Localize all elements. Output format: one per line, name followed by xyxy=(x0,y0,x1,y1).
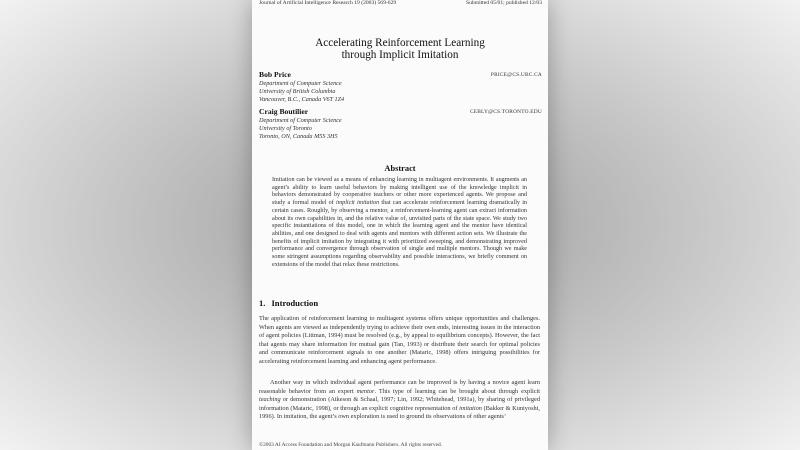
author-affiliation-line: Toronto, ON, Canada M5S 3H5 xyxy=(259,133,338,140)
author-affiliation-line: Department of Computer Science xyxy=(259,80,342,87)
section-heading xyxy=(259,298,318,308)
author-name: Bob Price xyxy=(259,70,291,79)
body-paragraph xyxy=(259,379,540,422)
paragraph-emphasis: mentor xyxy=(356,387,375,395)
abstract-body xyxy=(272,177,527,269)
abstract-text: that can accelerate reinforcement learning dramatically in certain cases. Roughly, by observing a mentor, a reinforcement-learning agent can extract information about its own capabilities in, and the relative value of, unvisited parts of the state space. We study two specific instantiations of this model, one in which the learning agent and the mentor have identical abilities, and one designed to deal with agents and mentors with different action sets. We illustrate the benefits of implicit imitation by integrating it with prioritized sweeping, and demonstrating improved performance and convergence through observation of single and multiple mentors. Though we make some stringent assumptions regarding observability and possible interactions, we briefly comment on extensions of the model that relax these restrictions. xyxy=(272,200,527,268)
author-email: CEBLY@CS.TORONTO.EDU xyxy=(469,109,542,115)
body-paragraph: The application of reinforcement learning to multiagent systems offers unique opportunities and challenges. When agents are viewed as independently trying to achieve their own ends, interesting issues in the interaction of agent policies (Littman, 1994) must be resolved (e.g., by appeal to equilibrium concepts). However, the fact that agents may share information for mutual gain (Tan, 1993) or distribute their search for optimal policies and communicate reinforcement signals to one another (Mataric, 1998) offers intriguing possibilities for accelerating reinforcement learning and enhancing agent performance. xyxy=(259,315,540,365)
author-affiliation-line: University of Toronto xyxy=(259,125,312,132)
author-affiliation-line: Vancouver, B.C., Canada V6T 1Z4 xyxy=(259,96,345,103)
author-affiliation-line: Department of Computer Science xyxy=(259,117,342,124)
paper-page xyxy=(252,0,548,450)
author-email: PRICE@CS.UBC.CA xyxy=(490,72,542,78)
paper-title-line-1: Accelerating Reinforcement Learning xyxy=(315,37,485,49)
paragraph-text: (Bakker & Kuniyoshi, 1996). In imitation, the agent’s own exploration is used to ground its observations of other agents’ xyxy=(259,404,540,420)
paragraph-emphasis: imitation xyxy=(459,404,482,412)
copyright-footer: ©2003 AI Access Foundation and Morgan Kaufmann Publishers. All rights reserved. xyxy=(259,442,443,448)
section-number: 1. xyxy=(259,298,266,308)
abstract-text: Imitation can be viewed as a means of enhancing learning in multiagent environments. It augments an agent’s ability to learn useful behaviors by making intelligent use of the knowledge implicit in behaviors demonstrated by cooperative teachers or other more experienced agents. We propose and study a formal model of xyxy=(272,177,527,207)
section-title: Introduction xyxy=(271,298,319,308)
abstract-heading: Abstract xyxy=(384,164,416,173)
paragraph-text: Another way in which individual agent performance can be improved is by having a novice agent learn reasonable behavior from an expert xyxy=(259,379,540,395)
paragraph-emphasis: teaching xyxy=(259,396,281,403)
paragraph-text: . This type of learning can be brought about through explicit xyxy=(374,387,540,395)
paragraph-text: or demonstration (Atkeson & Schaal, 1997; Lin, 1992; Whitehead, 1991a), by sharing of privileged information (Mataric, 1998), or through an explicit cognitive representation of xyxy=(259,396,540,412)
paper-title-line-2: through Implicit Imitation xyxy=(341,49,459,61)
author-name: Craig Boutilier xyxy=(259,107,309,116)
journal-header: Journal of Artificial Intelligence Research 19 (2003) 569-629 xyxy=(259,0,397,6)
author-affiliation-line: University of British Columbia xyxy=(259,88,336,95)
abstract-emphasis: implicit imitation xyxy=(335,200,380,207)
submission-dates: Submitted 05/01; published 12/03 xyxy=(466,0,542,6)
